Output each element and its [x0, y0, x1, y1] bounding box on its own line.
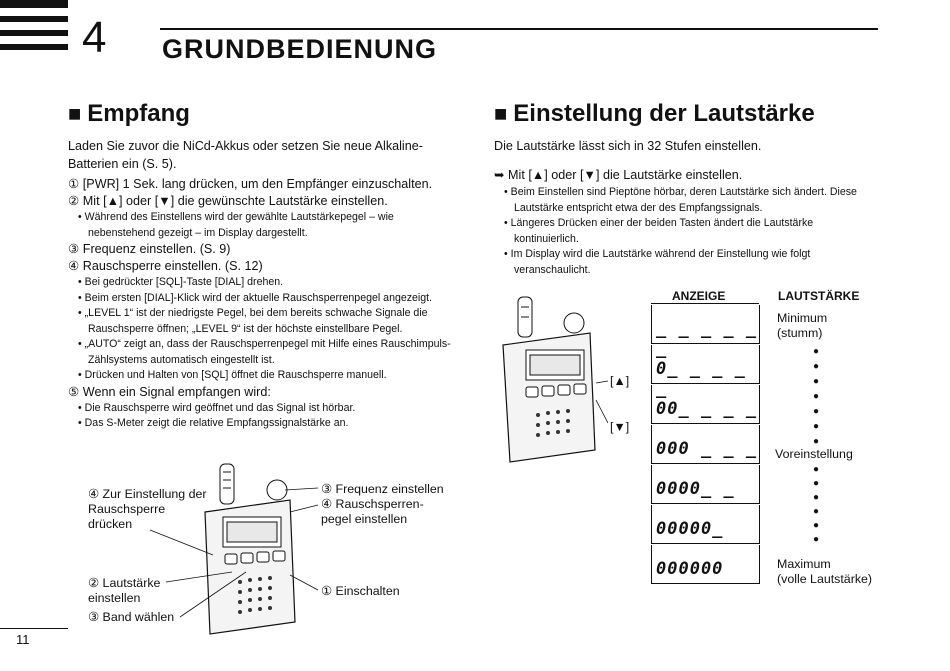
radio-illustration-right	[498, 295, 608, 465]
instruction-bullet: • Bei gedrückter [SQL]-Taste [DIAL] drehen.	[78, 276, 284, 288]
callout-frequency: ③ Frequenz einstellen	[321, 482, 444, 496]
display-value: 000000	[656, 559, 724, 579]
display-row	[651, 545, 760, 584]
instruction-step: ⑤ Wenn ein Signal empfangen wird:	[68, 384, 271, 399]
level-dot: ●	[813, 376, 820, 387]
callout-squelch: ④ Zur Einstellung der Rauschsperre drücken	[88, 487, 207, 531]
table-rule	[651, 303, 759, 304]
right-heading: ■ Einstellung der Lautstärke	[494, 100, 815, 127]
callout-squelch-level: ④ Rauschsperren- pegel einstellen	[321, 497, 424, 526]
page-number: 11	[16, 632, 30, 647]
display-value: 00000_	[656, 519, 724, 539]
display-row	[651, 465, 760, 504]
volume-bullet: • Längeres Drücken einer der beiden Tasten ändert die Lautstärke kontinuierlich.	[504, 217, 814, 245]
right-bullets	[494, 185, 880, 278]
right-intro: Die Lautstärke lässt sich in 32 Stufen einstellen.	[494, 139, 762, 153]
left-heading: ■ Empfang	[68, 100, 190, 127]
volume-bullet: • Beim Einstellen sind Pieptöne hörbar, deren Lautstärke sich ändert. Diese Lautstärke entspricht etwa der des Empfangssignals.	[504, 186, 857, 214]
level-dot: ●	[813, 391, 820, 402]
level-preset: Voreinstellung	[775, 447, 853, 461]
level-dot: ●	[813, 361, 820, 372]
volume-bullet: • Im Display wird die Lautstärke während der Einstellung wie folgt veranschaulicht.	[504, 248, 811, 276]
display-value: 0_ _ _ _ _	[656, 359, 746, 399]
callout-power: ① Einschalten	[321, 584, 400, 598]
display-row	[651, 425, 760, 464]
chapter-title: GRUNDBEDIENUNG	[162, 34, 438, 64]
level-dot: ●	[813, 520, 820, 531]
display-value: 0000_ _	[656, 479, 735, 499]
level-dot: ●	[813, 346, 820, 357]
instruction-step: ② Mit [▲] oder [▼] die gewünschte Lautstärke einstellen.	[68, 194, 388, 208]
callout-band: ③ Band wählen	[88, 610, 175, 624]
level-dot: ●	[813, 492, 820, 503]
instruction-step: ④ Rauschsperre einstellen. (S. 12)	[68, 259, 263, 273]
display-row	[651, 505, 760, 544]
instruction-step: ③ Frequenz einstellen. (S. 9)	[68, 242, 231, 256]
level-dot: ●	[813, 506, 820, 517]
chapter-number: 4	[82, 13, 107, 62]
level-dot: ●	[813, 478, 820, 489]
up-key-label: [▲]	[610, 374, 630, 388]
header-volume: LAUTSTÄRKE	[778, 289, 860, 303]
display-row	[651, 345, 760, 399]
level-dot: ●	[813, 406, 820, 417]
display-row	[651, 385, 760, 424]
instruction-bullet: • „AUTO“ zeigt an, dass der Rauschsperrenpegel mit Hilfe eines Rauschimpuls-Zählsystems automatisch eingestellt ist.	[78, 338, 451, 366]
level-maximum: Maximum (volle Lautstärke)	[777, 557, 873, 586]
level-dot: ●	[813, 421, 820, 432]
callout-volume: ② Lautstärke einstellen	[88, 576, 161, 605]
footer-rule	[0, 628, 68, 629]
level-dot: ●	[813, 436, 820, 447]
instruction-step: ① [PWR] 1 Sek. lang drücken, um den Empfänger einzuschalten.	[68, 177, 433, 191]
display-row	[651, 305, 760, 359]
instruction-bullet: • Das S-Meter zeigt die relative Empfangssignalstärke an.	[78, 417, 349, 429]
display-value: 00_ _ _ _	[656, 399, 758, 419]
instruction-bullet: • „LEVEL 1“ ist der niedrigste Pegel, bei dem bereits schwache Signale die Rauschsperre öffnen; „LEVEL 9“ ist der höchste einstellbare Pegel.	[78, 307, 428, 335]
instruction-bullet: • Die Rauschsperre wird geöffnet und das Signal ist hörbar.	[78, 401, 356, 414]
instruction-bullet: • Während des Einstellens wird der gewählte Lautstärkepegel – wie nebenstehend gezeigt – im Display dargestellt.	[78, 211, 394, 239]
header-display: ANZEIGE	[672, 289, 726, 303]
right-action: ➥ Mit [▲] oder [▼] die Lautstärke einstellen.	[494, 168, 743, 182]
instruction-bullet: • Drücken und Halten von [SQL] öffnet die Rauschsperre manuell.	[78, 369, 387, 381]
instruction-bullet: • Beim ersten [DIAL]-Klick wird der aktuelle Rauschsperrenpegel angezeigt.	[78, 291, 433, 304]
left-intro: Laden Sie zuvor die NiCd-Akkus oder setzen Sie neue Alkaline-Batterien ein (S. 5).	[68, 139, 423, 171]
level-dot: ●	[813, 464, 820, 475]
level-minimum: Minimum (stumm)	[777, 311, 828, 340]
level-dot: ●	[813, 534, 820, 545]
display-value: 000 _ _ _	[656, 439, 758, 459]
down-key-label: [▼]	[610, 420, 630, 434]
display-value: _ _ _ _ _ _	[656, 319, 758, 359]
